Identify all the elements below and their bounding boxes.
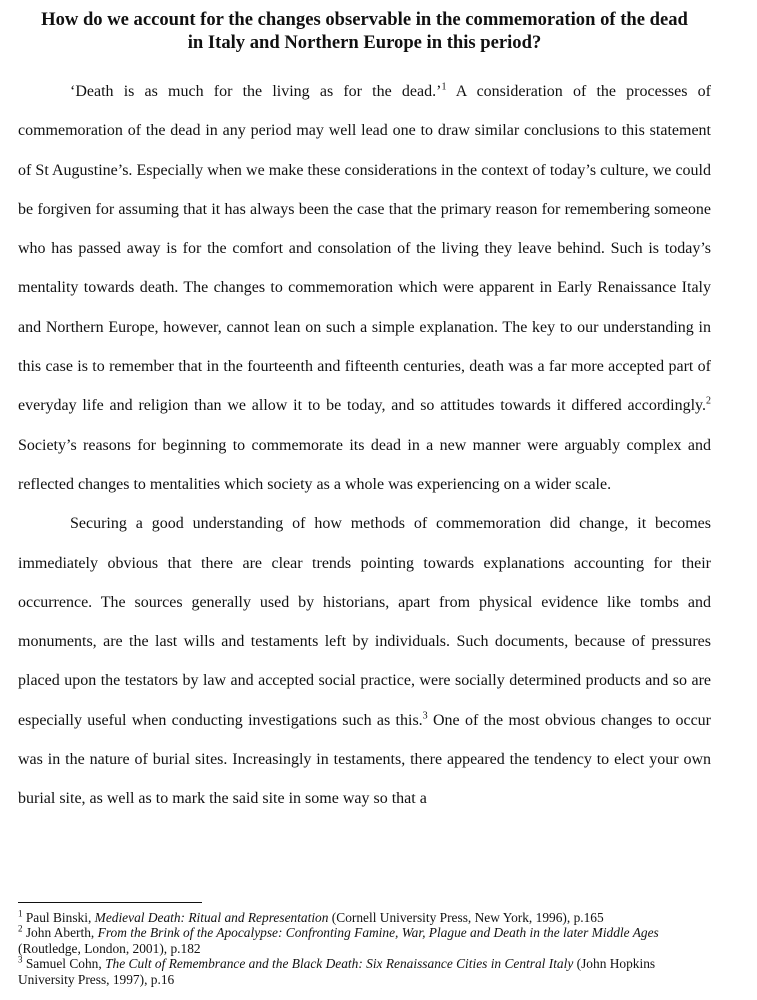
footnote-3-work-title: The Cult of Remembrance and the Black Death: Six Renaissance Cities in Central Italy [105, 956, 574, 972]
footnotes-section [18, 910, 711, 987]
footnote-number-3: 3 [18, 954, 23, 965]
footnote-number-2: 2 [18, 923, 23, 934]
footnote-1-publication: (Cornell University Press, New York, 1996), p.165 [328, 910, 604, 925]
footnote-1-author: Paul Binski, [22, 910, 95, 925]
footnote-3 [18, 956, 711, 987]
essay-title-line-2: in Italy and Northern Europe in this period? [187, 32, 542, 53]
footnote-3-publication: (John Hopkins University Press, 1997), p.16 [18, 956, 656, 987]
footnote-2 [18, 925, 711, 956]
footnote-2-work-title: From the Brink of the Apocalypse: Confronting Famine, War, Plague and Death in the later Middle Ages [97, 925, 659, 941]
footnote-1 [18, 910, 711, 925]
paragraph-2 [18, 504, 711, 818]
footnote-divider [18, 902, 202, 903]
footnote-ref-2[interactable]: 2 [706, 396, 711, 408]
footnote-ref-1[interactable]: 1 [441, 81, 447, 93]
footnote-3-author: Samuel Cohn, [22, 956, 106, 972]
footnote-1-work-title: Medieval Death: Ritual and Representation [94, 910, 329, 925]
essay-title-line-1: How do we account for the changes observable in the commemoration of the dead [41, 9, 688, 30]
footnote-number-1: 1 [18, 908, 23, 919]
footnote-ref-3[interactable]: 3 [422, 710, 428, 722]
paragraph-1-part-1: ‘Death is as much for the living as for the dead.’ [70, 83, 442, 100]
essay-title [18, 8, 711, 54]
essay-body [18, 72, 711, 819]
paragraph-2-part-2: One of the most obvious changes to occur was in the nature of burial sites. Increasingly in testaments, there appeared the tendency to elect your own burial site, as well as to mark the said site in some way so that a [18, 711, 711, 808]
paragraph-1 [18, 72, 711, 504]
paragraph-1-part-2: A consideration of the processes of commemoration of the dead in any period may well lead one to draw similar conclusions to this statement of St Augustine’s. Especially when we make these considerations in the context of today’s culture, we could be forgiven for assuming that it has always been the case that the primary reason for remembering someone who has passed away is for the comfort and consolation of the living they leave behind. Such is today’s mentality towards death. The changes to commemoration which were apparent in Early Renaissance Italy and Northern Europe, however, cannot lean on such a simple explanation. The key to our understanding in this case is to remember that in the fourteenth and fifteenth centuries, death was a far more accepted part of everyday life and religion than we allow it to be today, and so attitudes towards it differed accordingly. [18, 83, 711, 415]
document-page [18, 0, 711, 819]
paragraph-2-part-1: Securing a good understanding of how methods of commemoration did change, it becomes immediately obvious that there are clear trends pointing towards explanations accounting for their occurrence. The sources generally used by historians, apart from physical evidence like tombs and monuments, are the last wills and testaments left by individuals. Such documents, because of pressures placed upon the testators by law and accepted social practice, were socially determined products and so are especially useful when conducting investigations such as this. [18, 515, 711, 729]
footnote-2-author: John Aberth, [22, 925, 98, 941]
footnote-2-publication: (Routledge, London, 2001), p.182 [18, 940, 201, 956]
paragraph-1-part-3: Society’s reasons for beginning to commemorate its dead in a new manner were arguably complex and reflected changes to mentalities which society as a whole was experiencing on a wider scale. [18, 436, 711, 493]
